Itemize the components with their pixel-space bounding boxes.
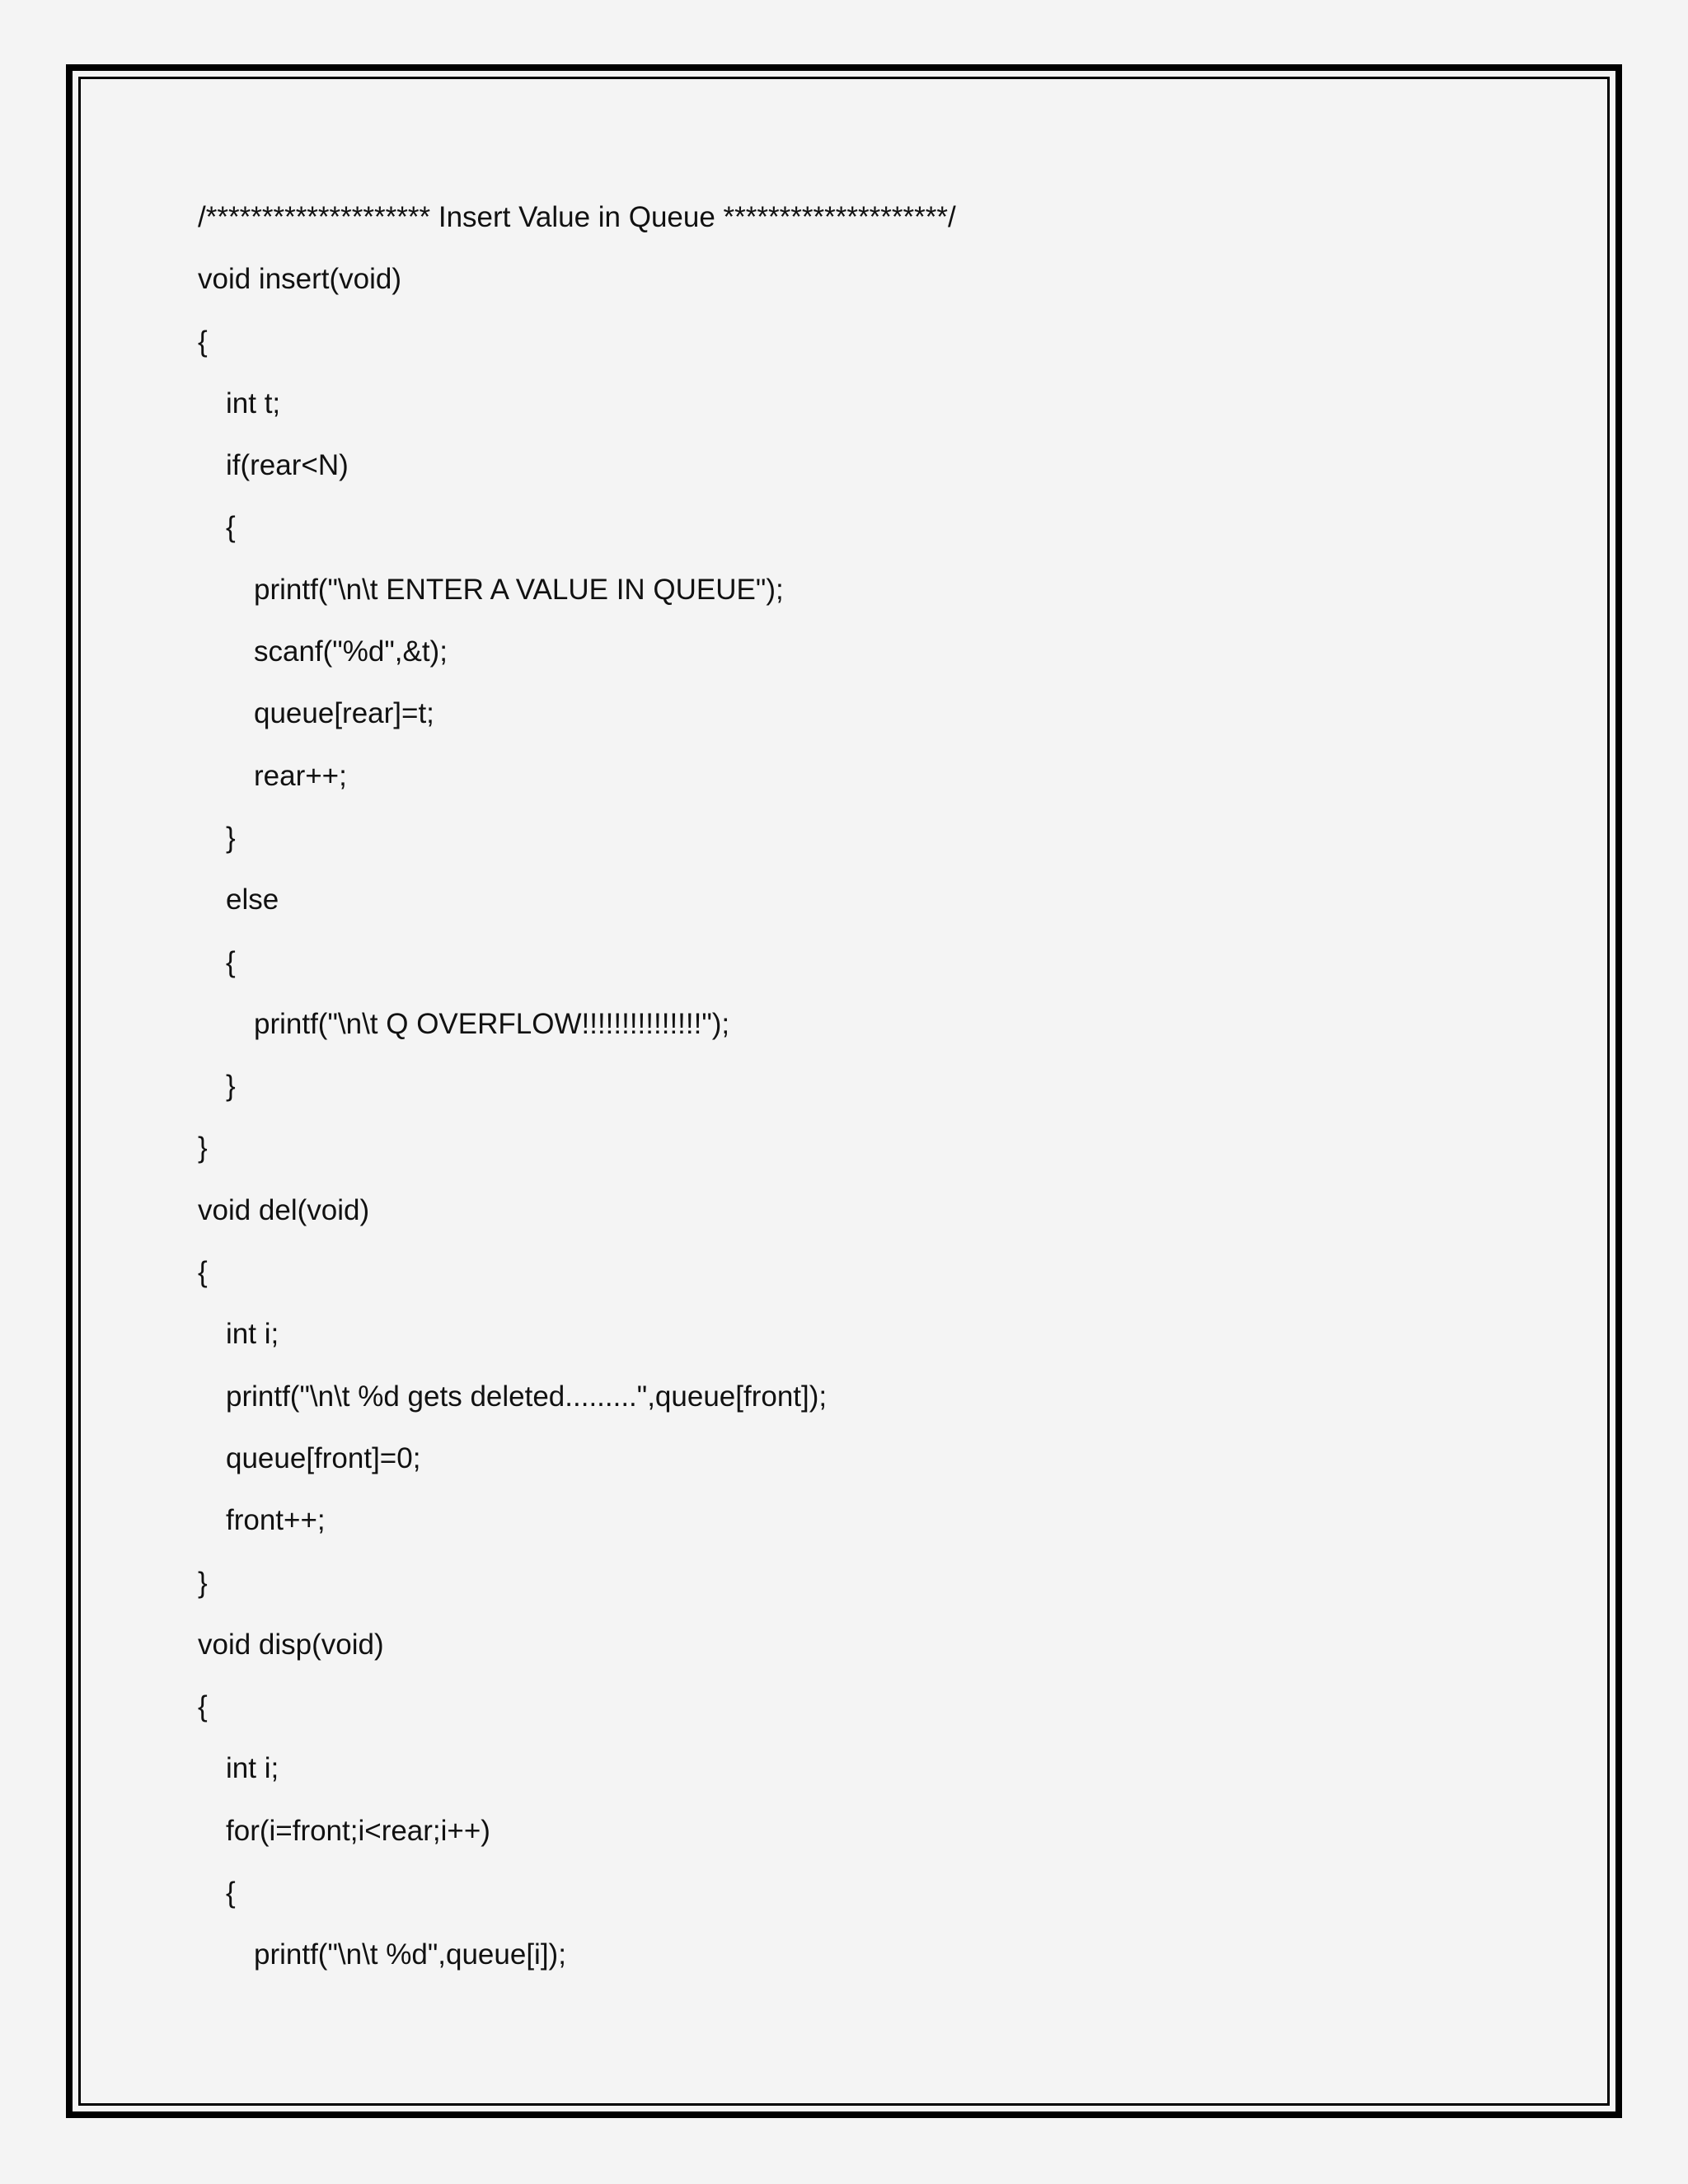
code-line: printf("\n\t %d",queue[i]); <box>254 1938 566 1971</box>
code-line: rear++; <box>254 759 347 792</box>
code-line: { <box>226 511 236 544</box>
code-line: { <box>198 325 208 358</box>
code-line: { <box>198 1256 208 1289</box>
code-line: printf("\n\t %d gets deleted.........",queue[front]); <box>226 1380 828 1413</box>
code-line: scanf("%d",&t); <box>254 635 448 668</box>
code-line: queue[front]=0; <box>226 1441 421 1474</box>
code-line: } <box>226 1070 236 1103</box>
code-line: } <box>198 1132 208 1165</box>
code-line: { <box>226 945 236 978</box>
code-line: void disp(void) <box>198 1628 384 1661</box>
code-line: printf("\n\t ENTER A VALUE IN QUEUE"); <box>254 573 784 606</box>
code-line: } <box>198 1566 208 1599</box>
code-line: if(rear<N) <box>226 449 349 482</box>
code-line: /******************** Insert Value in Queue ********************/ <box>198 201 956 233</box>
code-line: int t; <box>226 387 281 419</box>
code-line: printf("\n\t Q OVERFLOW!!!!!!!!!!!!!!!"); <box>254 1007 730 1040</box>
code-listing <box>198 186 1517 1986</box>
code-line: int i; <box>226 1318 279 1351</box>
code-line: { <box>226 1877 236 1910</box>
code-line: queue[rear]=t; <box>254 697 434 730</box>
code-line: void insert(void) <box>198 263 402 296</box>
code-line: else <box>226 883 279 916</box>
code-line: } <box>226 821 236 854</box>
code-line: for(i=front;i<rear;i++) <box>226 1814 490 1847</box>
code-line: void del(void) <box>198 1193 370 1226</box>
code-line: front++; <box>226 1504 326 1537</box>
code-line: { <box>198 1690 208 1723</box>
code-line: int i; <box>226 1752 279 1785</box>
